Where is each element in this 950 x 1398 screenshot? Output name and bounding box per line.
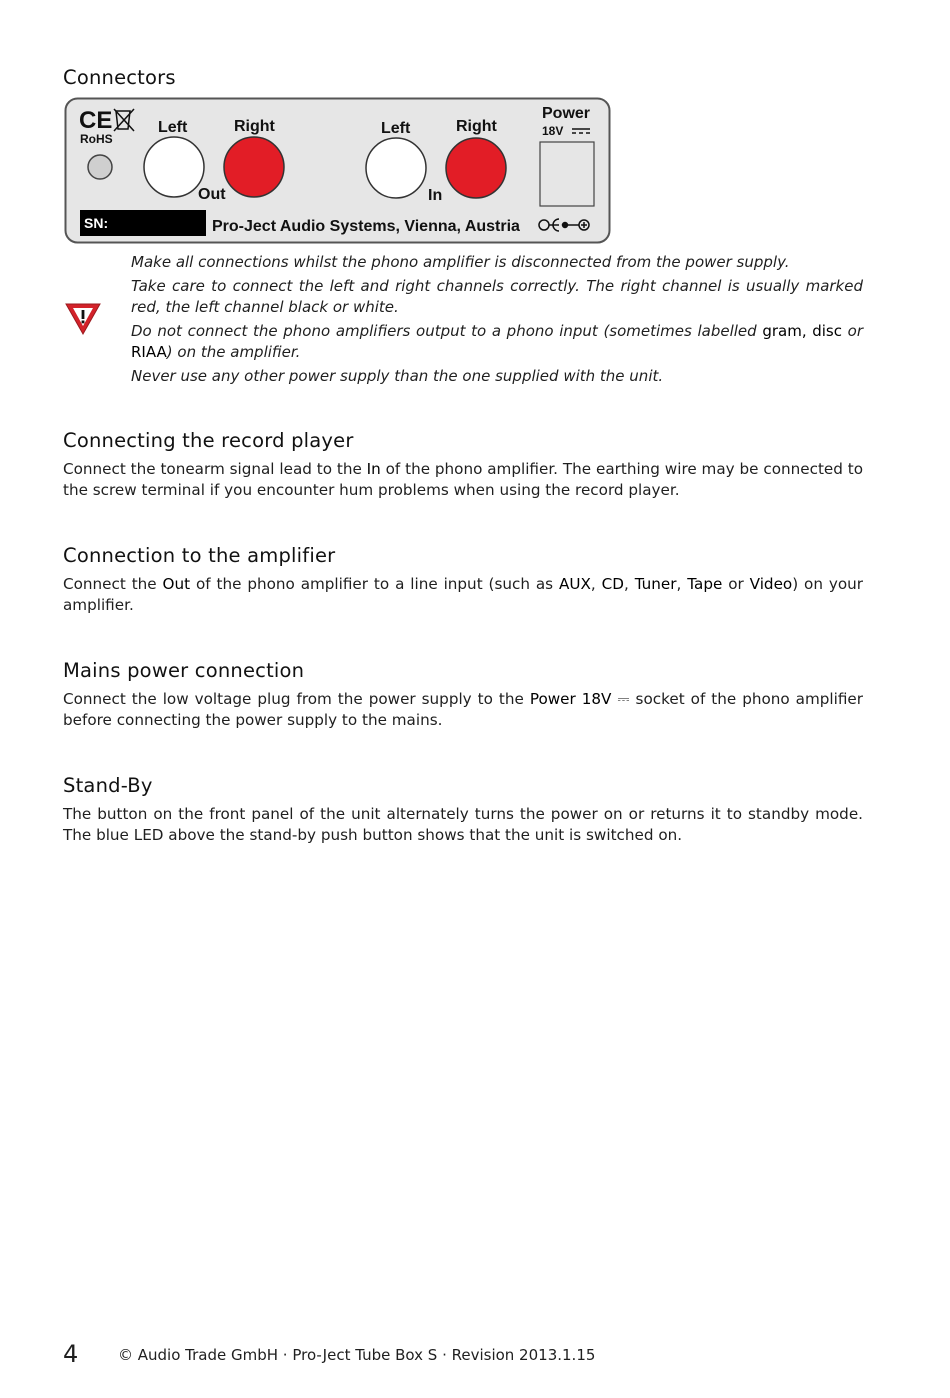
warning-line: Make all connections whilst the phono amplifier is disconnected from the power supply.	[131, 253, 790, 271]
in-right-jack	[446, 138, 506, 198]
section-title-record-player: Connecting the record player	[63, 429, 354, 452]
in-right-label: Right	[456, 118, 497, 135]
out-label: Out	[198, 186, 226, 203]
out-left-jack	[144, 137, 204, 197]
sn-label: SN:	[84, 215, 109, 231]
warning-line: Never use any other power supply than the one supplied with the unit.	[131, 367, 664, 385]
section-title-connectors: Connectors	[63, 66, 176, 89]
rear-panel-diagram	[64, 97, 612, 245]
page-number: 4	[63, 1340, 79, 1368]
warning-triangle-icon	[64, 302, 102, 336]
maker-label: Pro-Ject Audio Systems, Vienna, Austria	[212, 218, 520, 235]
out-left-label: Left	[158, 119, 188, 136]
power-socket	[540, 142, 594, 206]
out-right-jack	[224, 137, 284, 197]
section-title-mains: Mains power connection	[63, 659, 305, 682]
warning-line: Do not connect the phono amplifiers output to a phono input (sometimes labelled gram, disc or RIAA) on the amplifier.	[131, 322, 863, 361]
ce-mark: CE	[79, 107, 113, 134]
out-right-label: Right	[234, 118, 275, 135]
warning-notes	[131, 252, 863, 390]
in-left-label: Left	[381, 120, 411, 137]
standby-text: The button on the front panel of the unit alternately turns the power on or returns it to standby mode. The blue LED above the stand-by push button shows that the unit is switched on.	[63, 805, 863, 844]
record-player-text: Connect the tonearm signal lead to the In of the phono amplifier. The earthing wire may be connected to the screw terminal if you encounter hum problems when using the record player.	[63, 460, 863, 499]
voltage-label: 18V	[542, 124, 564, 138]
section-title-amplifier: Connection to the amplifier	[63, 544, 336, 567]
ground-screw-terminal	[88, 155, 112, 179]
rohs-label: RoHS	[80, 132, 113, 146]
in-label: In	[428, 187, 443, 204]
power-label: Power	[542, 105, 591, 122]
warning-line: Take care to connect the left and right channels correctly. The right channel is usually marked red, the left channel black or white.	[131, 277, 863, 316]
section-title-standby: Stand-By	[63, 774, 153, 797]
amplifier-text: Connect the Out of the phono amplifier to a line input (such as AUX, CD, Tuner, Tape or Video) on your amplifier.	[63, 575, 864, 614]
footer-copyright: © Audio Trade GmbH · Pro-Ject Tube Box S · Revision 2013.1.15	[118, 1346, 596, 1364]
in-left-jack	[366, 138, 426, 198]
mains-text: Connect the low voltage plug from the power supply to the Power 18V ⎓ socket of the phono amplifier before connecting the power supply to the mains.	[63, 690, 863, 729]
